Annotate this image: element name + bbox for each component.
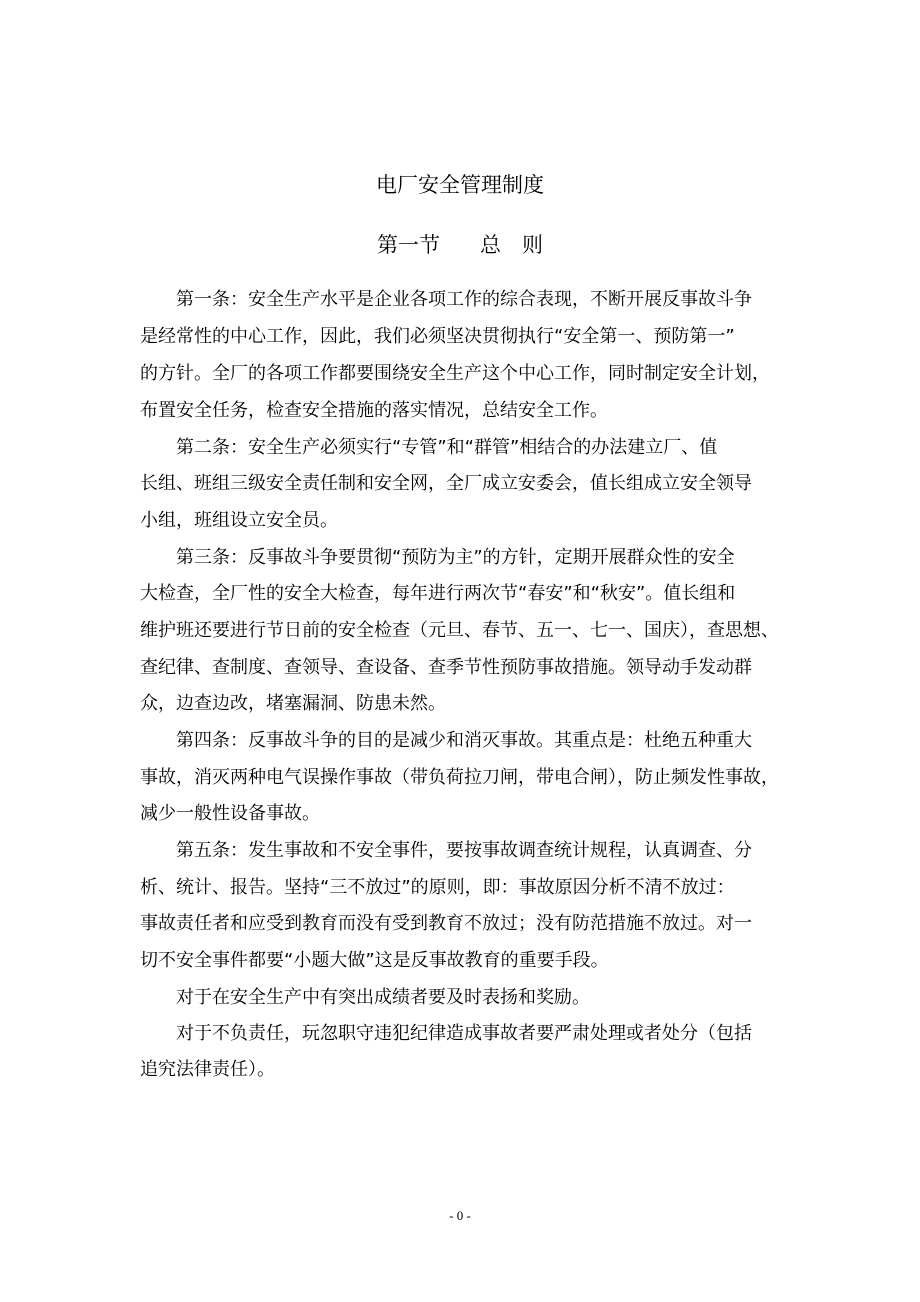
text-line: 事故责任者和应受到教育而没有受到教育不放过；没有防范措施不放过。对一 [140,913,752,934]
text-line: 查纪律、查制度、查领导、查设备、查季节性预防事故措施。领导动手发动群 [140,657,752,678]
text-line: 的方针。全厂的各项工作都要围绕安全生产这个中心工作，同时制定安全计划， [140,363,770,384]
text-line: 析、统计、报告。坚持“三不放过”的原则，即：事故原因分析不清不放过： [140,877,735,898]
text-line: 是经常性的中心工作，因此，我们必须坚决贯彻执行“安全第一、预防第一” [140,326,735,347]
text-line: 大检查，全厂性的安全大检查，每年进行两次节“春安”和“秋安”。值长组和 [140,583,736,604]
section-label: 第一节 [377,233,440,257]
text-line: 第三条：反事故斗争要贯彻“预防为主”的方针，定期开展群众性的安全 [176,547,735,568]
text-line: 小组，班组设立安全员。 [140,510,338,531]
document-title: 电厂安全管理制度 [376,173,544,197]
text-line: 布置安全任务，检查安全措施的落实情况，总结安全工作。 [140,400,608,421]
text-line: 第二条：安全生产必须实行“专管”和“群管”相结合的办法建立厂、值 [176,437,718,458]
text-line: 追究法律责任）。 [140,1059,275,1080]
page-number: - 0 - [449,1208,471,1223]
text-line: 长组、班组三级安全责任制和安全网，全厂成立安委会，值长组成立安全领导 [140,473,752,494]
text-line: 第一条：安全生产水平是企业各项工作的综合表现，不断开展反事故斗争 [176,289,752,310]
text-line: 对于在安全生产中有突出成绩者要及时表扬和奖励。 [176,987,590,1008]
text-line: 事故，消灭两种电气误操作事故（带负荷拉刀闸，带电合闸），防止频发性事故， [140,767,779,788]
text-line: 众，边查边改，堵塞漏洞、防患未然。 [140,693,446,714]
text-line: 减少一般性设备事故。 [140,803,320,824]
section-name: 总 则 [480,233,543,257]
text-line: 对于不负责任，玩忽职守违犯纪律造成事故者要严肃处理或者处分（包括 [176,1023,752,1044]
section-heading [0,230,920,260]
text-line: 维护班还要进行节日前的安全检查（元旦、春节、五一、七一、国庆），查思想、 [140,620,779,641]
text-line: 切不安全事件都要“小题大做”这是反事故教育的重要手段。 [140,950,609,971]
text-line: 第五条：发生事故和不安全事件，要按事故调查统计规程，认真调查、分 [176,840,752,861]
text-line: 第四条：反事故斗争的目的是减少和消灭事故。其重点是：杜绝五种重大 [176,730,752,751]
